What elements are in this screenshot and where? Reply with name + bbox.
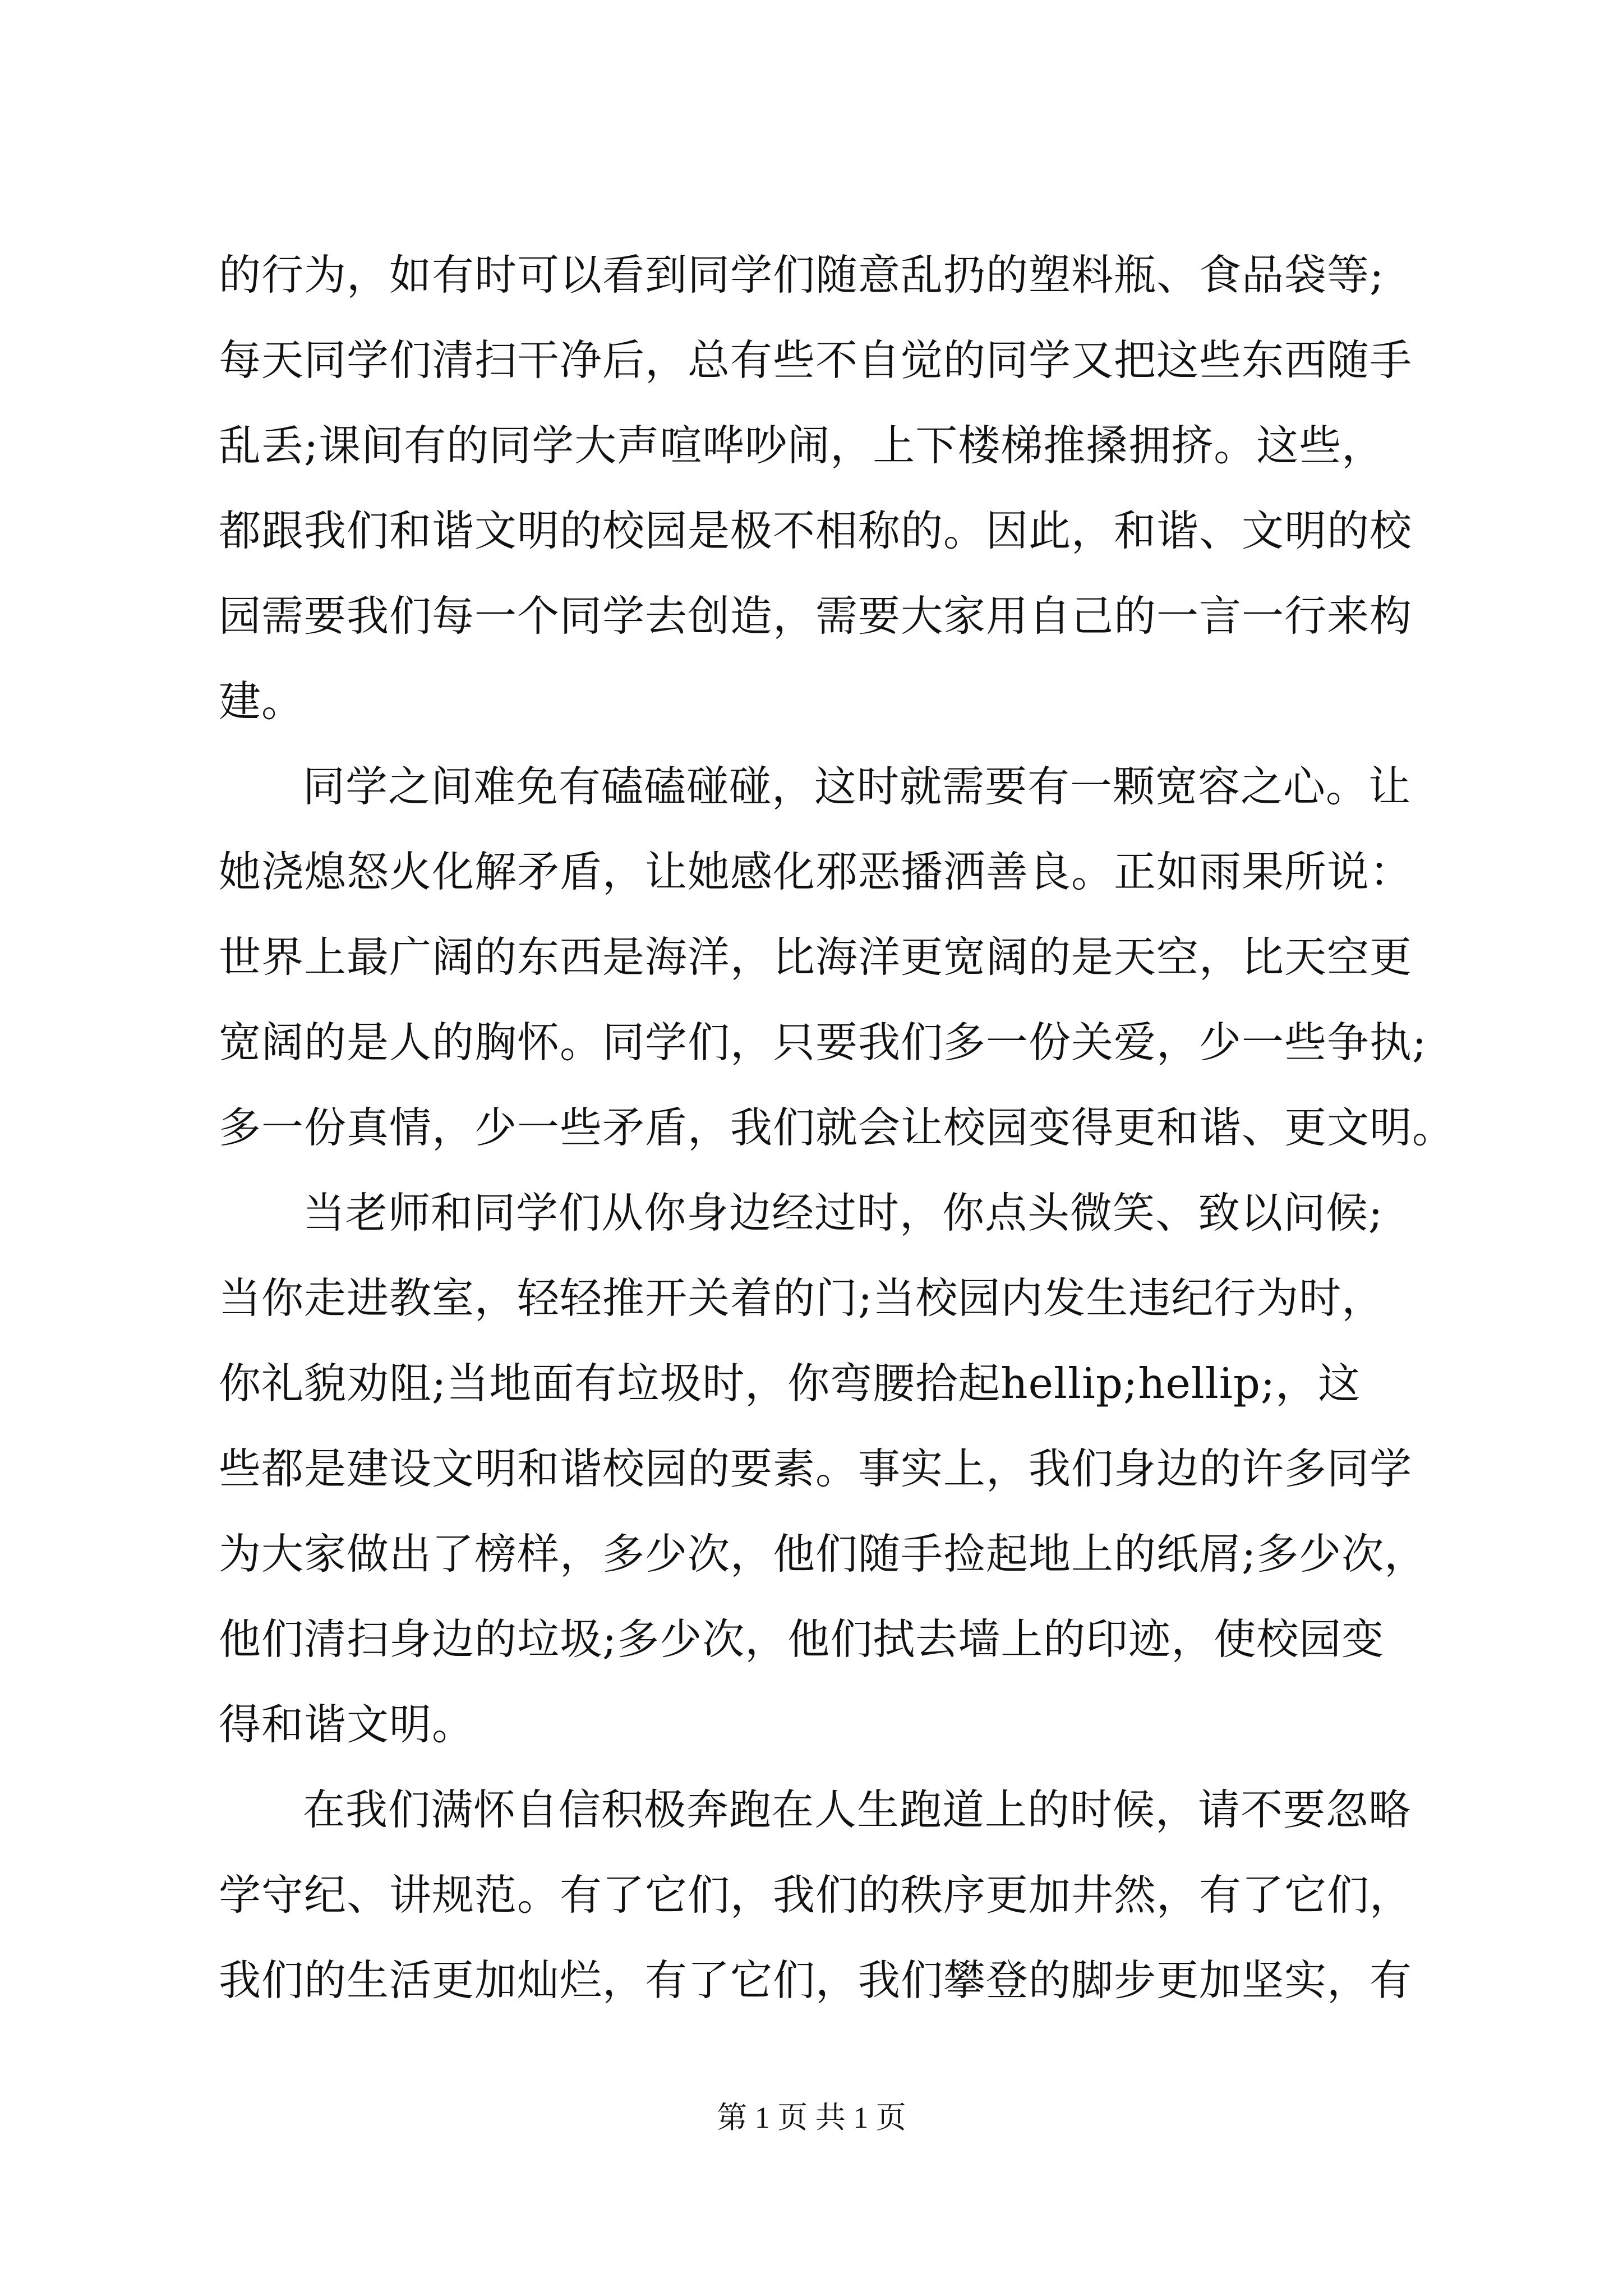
paragraph-first-line: 当老师和同学们从你身边经过时，你点头微笑、致以问候;	[303, 1188, 1384, 1237]
text-line: 为大家做出了榜样，多少次，他们随手捡起地上的纸屑;多少次，	[219, 1529, 1427, 1579]
page-number-footer: 第 1 页 共 1 页	[717, 2101, 906, 2134]
text-line: 他们清扫身边的垃圾;多少次，他们拭去墙上的印迹，使校园变	[219, 1614, 1385, 1664]
text-line: 得和谐文明。	[219, 1700, 475, 1749]
text-line: 都跟我们和谐文明的校园是极不相称的。因此，和谐、文明的校	[219, 506, 1413, 555]
text-line: 园需要我们每一个同学去创造，需要大家用自己的一言一行来构	[219, 591, 1413, 641]
text-line: 建。	[219, 677, 305, 726]
text-line: 世界上最广阔的东西是海洋，比海洋更宽阔的是天空，比天空更	[219, 932, 1413, 982]
text-line: 她浇熄怒火化解矛盾，让她感化邪恶播洒善良。正如雨果所说：	[219, 847, 1413, 896]
text-line: 的行为，如有时可以看到同学们随意乱扔的塑料瓶、食品袋等;	[219, 250, 1385, 300]
paragraph-first-line: 在我们满怀自信积极奔跑在人生跑道上的时候，请不要忽略	[303, 1785, 1412, 1834]
text-line: 些都是建设文明和谐校园的要素。事实上，我们身边的许多同学	[219, 1444, 1413, 1493]
text-line: 乱丢;课间有的同学大声喧哗吵闹，上下楼梯推搡拥挤。这些，	[219, 421, 1385, 470]
text-line: 我们的生活更加灿烂，有了它们，我们攀登的脚步更加坚实，有	[219, 1955, 1413, 2005]
text-line: 每天同学们清扫干净后，总有些不自觉的同学又把这些东西随手	[219, 335, 1413, 385]
text-line: 多一份真情，少一些矛盾，我们就会让校园变得更和谐、更文明。	[219, 1103, 1455, 1152]
text-line: 当你走进教室，轻轻推开关着的门;当校园内发生违纪行为时，	[219, 1273, 1385, 1323]
text-line: 宽阔的是人的胸怀。同学们，只要我们多一份关爱，少一些争执;	[219, 1018, 1427, 1067]
text-line: 你礼貌劝阻;当地面有垃圾时，你弯腰拾起hellip;hellip;，这	[219, 1359, 1361, 1408]
paragraph-first-line: 同学之间难免有磕磕碰碰，这时就需要有一颗宽容之心。让	[303, 762, 1412, 811]
text-line: 学守纪、讲规范。有了它们，我们的秩序更加井然，有了它们，	[219, 1870, 1413, 1920]
